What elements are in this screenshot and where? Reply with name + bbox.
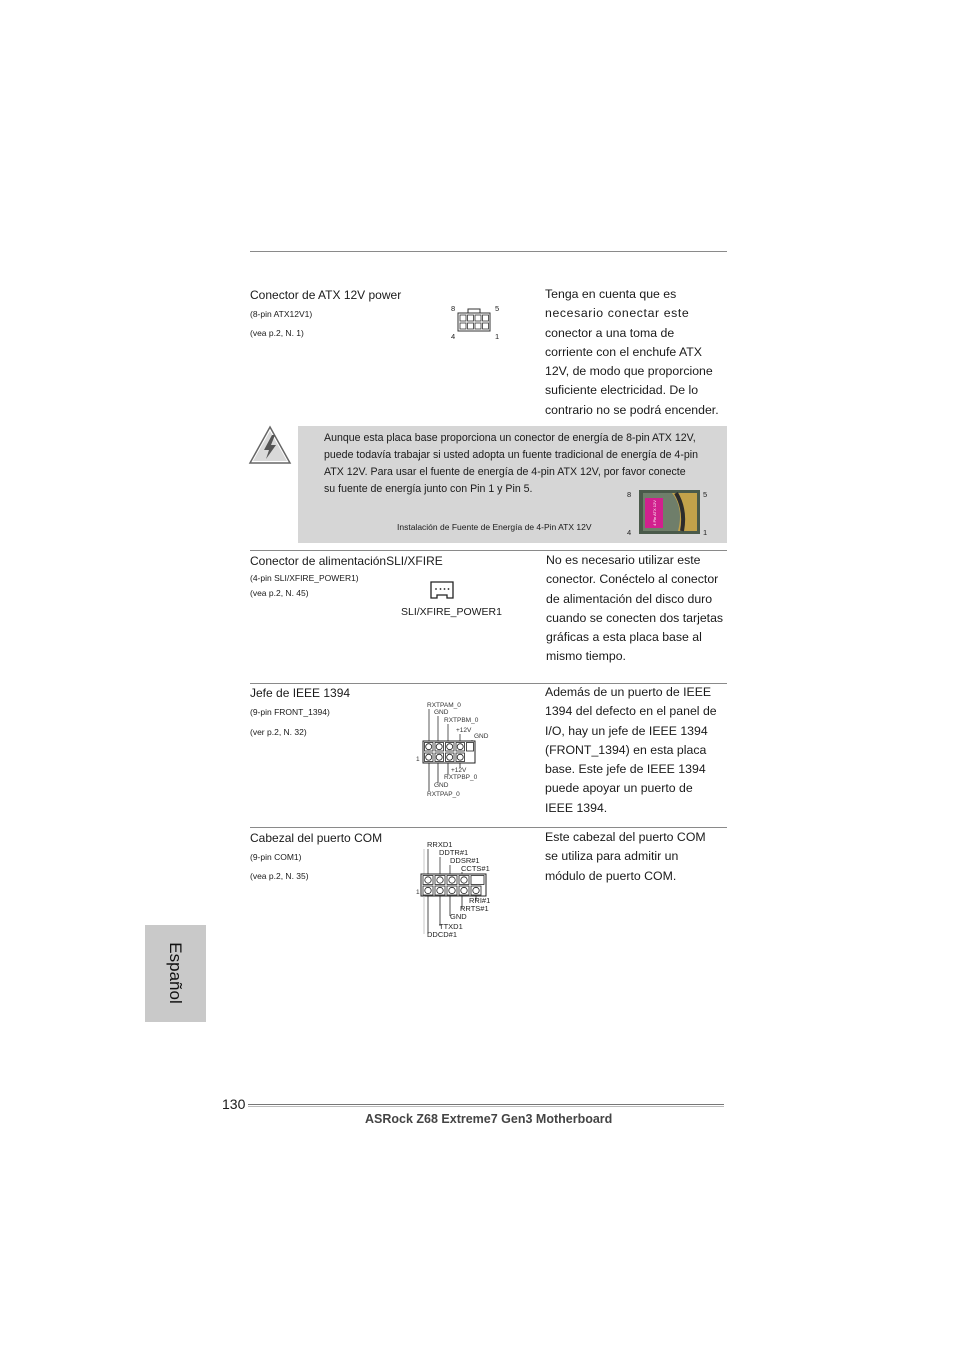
- language-tab: [145, 925, 206, 1022]
- ieee-desc-line: 1394 del defecto en el panel de: [545, 704, 717, 719]
- atx-desc-line: necesario conectar este: [545, 306, 690, 321]
- top-rule: [250, 251, 727, 252]
- sli-desc-line: No es necesario utilizar este: [546, 553, 701, 567]
- ieee-label-gnd-bot: GND: [434, 782, 449, 789]
- note-line: ATX 12V. Para usar el fuente de energía de 4-pin ATX 12V, por favor conecte: [324, 466, 686, 478]
- atx-desc-line: conector a una toma de: [545, 325, 675, 340]
- com-label-ccts1: CCTS#1: [461, 864, 490, 873]
- note-pin-5: 5: [703, 490, 708, 499]
- atx-description: [545, 285, 735, 420]
- note-line: puede todavía trabajar si usted adopta un fuente tradicional de energía de 4-pin: [324, 449, 698, 461]
- atx-sub1: (8-pin ATX12V1): [250, 309, 313, 319]
- com-label-gnd: GND: [450, 912, 467, 921]
- sli-desc-line: gráficas a esta placa base al: [546, 630, 702, 645]
- note-caption: Instalación de Fuente de Energía de 4-Pin ATX 12V: [397, 522, 592, 532]
- atx-desc-line: corriente con el enchufe ATX: [545, 344, 702, 359]
- warning-icon: [248, 425, 292, 465]
- com-label-rri1: RRI#1: [469, 896, 491, 905]
- atx-pin-4: 4: [451, 332, 456, 341]
- language-tab-label: Español: [166, 942, 185, 1004]
- note-box: [298, 426, 727, 543]
- com-desc-line: Este cabezal del puerto COM: [545, 830, 706, 844]
- com-title: Cabezal del puerto COM: [250, 831, 383, 845]
- note-line: su fuente de energía junto con Pin 1 y Pin 5.: [324, 483, 533, 495]
- sli-title: Conector de alimentaciónSLI/XFIRE: [250, 554, 443, 568]
- com-label-ttxd1: TTXD1: [439, 922, 463, 931]
- note-photo-text: 4 Pin ATX 12V: [652, 500, 657, 526]
- footer-rule: [248, 1104, 724, 1107]
- com-pin-diagram: [414, 838, 504, 940]
- ieee-desc-line: I/O, hay un jefe de IEEE 1394: [545, 723, 708, 738]
- ieee-label-gnd-top2: GND: [474, 733, 489, 740]
- com-label-pin1: 1: [416, 889, 420, 896]
- ieee-description: [545, 683, 735, 818]
- ieee-desc-line: (FRONT_1394) en esta placa: [545, 742, 707, 757]
- sli-desc-line: de alimentación del disco duro: [546, 591, 713, 606]
- atx-desc-line: contrario no se podrá encender.: [545, 402, 719, 417]
- com-label-ddsr1: DDSR#1: [450, 856, 480, 865]
- note-photo-label: [652, 500, 657, 526]
- ieee-desc-line: IEEE 1394.: [545, 800, 608, 815]
- ieee-pin-diagram: [414, 698, 504, 800]
- com-label-ddcd1: DDCD#1: [427, 930, 458, 939]
- atx-connector-diagram: [447, 302, 505, 342]
- com-desc-line: módulo de puerto COM.: [545, 868, 677, 883]
- ieee-desc-line: base. Este jefe de IEEE 1394: [545, 762, 706, 777]
- ieee-label-12v-bot: +12V: [451, 767, 467, 774]
- ieee-sub2: (ver p.2, N. 32): [250, 727, 307, 737]
- atx-pin-1: 1: [495, 332, 500, 341]
- atx-desc-line: Tenga en cuenta que es: [545, 287, 677, 301]
- com-sub1: (9-pin COM1): [250, 852, 302, 862]
- footer-product: ASRock Z68 Extreme7 Gen3 Motherboard: [365, 1112, 613, 1126]
- atx-sub2: (vea p.2, N. 1): [250, 328, 304, 338]
- sli-description: [546, 551, 736, 667]
- sli-desc-line: cuando se conecten dos tarjetas: [546, 610, 724, 625]
- sli-desc-line: conector. Conéctelo al conector: [546, 572, 719, 587]
- note-photo: [626, 488, 710, 536]
- note-pin-1: 1: [703, 528, 708, 536]
- com-label-rrxd1: RRXD1: [427, 840, 453, 849]
- com-description: [545, 828, 735, 886]
- ieee-label-pin1: 1: [416, 756, 420, 763]
- atx-desc-line: 12V, de modo que proporcione: [545, 364, 713, 379]
- page-number: 130: [222, 1096, 246, 1112]
- ieee-desc-line: Además de un puerto de IEEE: [545, 685, 712, 699]
- com-desc-line: se utiliza para admitir un: [545, 849, 679, 864]
- atx-title: Conector de ATX 12V power: [250, 288, 402, 302]
- ieee-label-gnd-top: GND: [434, 709, 449, 716]
- com-sub2: (vea p.2, N. 35): [250, 871, 309, 881]
- sli-desc-line: mismo tiempo.: [546, 649, 626, 664]
- ieee-title: Jefe de IEEE 1394: [250, 686, 351, 700]
- note-pin-4: 4: [627, 528, 632, 536]
- note-line: Aunque esta placa base proporciona un conector de energía de 8-pin ATX 12V,: [324, 432, 696, 444]
- sli-sub2: (vea p.2, N. 45): [250, 588, 309, 598]
- sli-connector-label: SLI/XFIRE_POWER1: [401, 606, 502, 618]
- ieee-label-12v-top: +12V: [456, 727, 472, 734]
- ieee-label-rxtpbp: RXTPBP_0: [444, 774, 478, 781]
- atx-pin-8: 8: [451, 304, 456, 313]
- ieee-label-rxtpbm: RXTPBM_0: [444, 717, 479, 724]
- ieee-label-rxtpap: RXTPAP_0: [427, 791, 460, 798]
- com-label-ddtr1: DDTR#1: [439, 848, 469, 857]
- ieee-sub1: (9-pin FRONT_1394): [250, 707, 330, 717]
- atx-pin-5: 5: [495, 304, 500, 313]
- note-pin-8: 8: [627, 490, 632, 499]
- atx-desc-line: suficiente electricidad. De lo: [545, 383, 699, 398]
- ieee-label-rxtpam: RXTPAM_0: [427, 702, 461, 709]
- sli-sub1: (4-pin SLI/XFIRE_POWER1): [250, 573, 359, 583]
- sli-connector-diagram: [430, 580, 454, 600]
- ieee-desc-line: puede apoyar un puerto de: [545, 781, 693, 796]
- com-label-rrts1: RRTS#1: [460, 904, 489, 913]
